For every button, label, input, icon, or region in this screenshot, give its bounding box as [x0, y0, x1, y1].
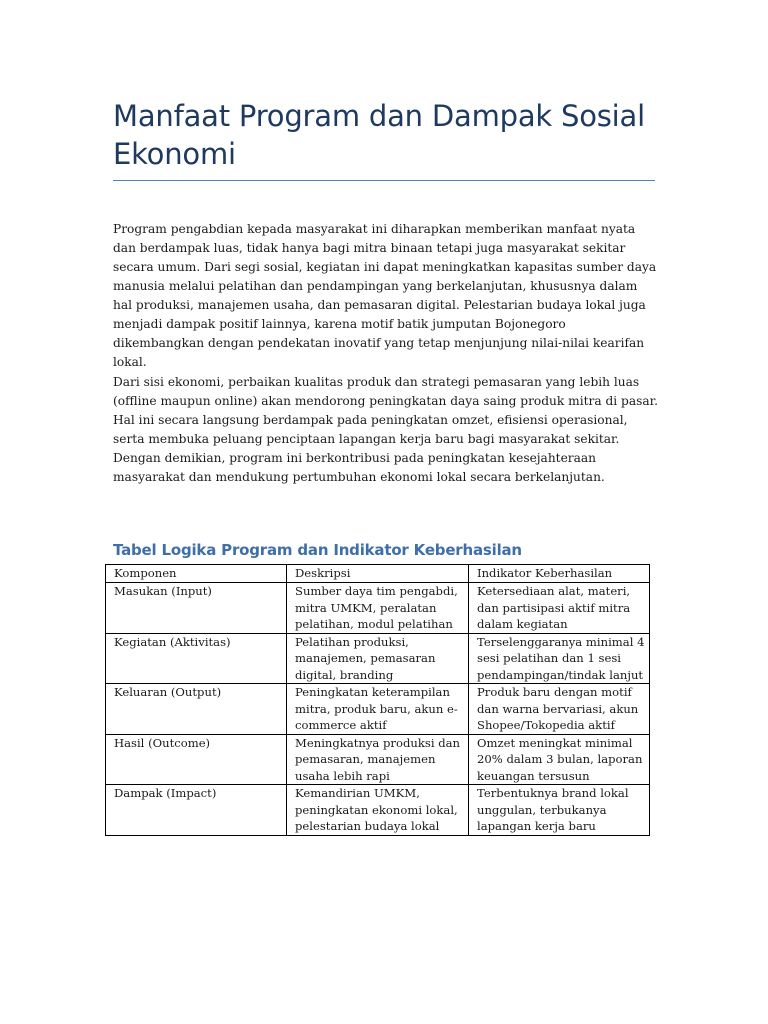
header-deskripsi: Deskripsi [287, 565, 469, 583]
table-cell-deskripsi: Peningkatan keterampilan mitra, produk baru, akun e-commerce aktif [287, 684, 469, 735]
table-row [106, 633, 650, 684]
title-underline [113, 180, 655, 181]
program-logic-table [105, 564, 650, 836]
table-cell-komponen: Keluaran (Output) [106, 684, 287, 735]
table-header-row [106, 565, 650, 583]
table-cell-komponen: Kegiatan (Aktivitas) [106, 633, 287, 684]
table-cell-indikator: Produk baru dengan motif dan warna bervariasi, akun Shopee/Tokopedia aktif [469, 684, 650, 735]
table-cell-deskripsi: Sumber daya tim pengabdi, mitra UMKM, peralatan pelatihan, modul pelatihan [287, 583, 469, 634]
table-row [106, 583, 650, 634]
table-row [106, 785, 650, 836]
table-cell-komponen: Masukan (Input) [106, 583, 287, 634]
table-cell-deskripsi: Kemandirian UMKM, peningkatan ekonomi lokal, pelestarian budaya lokal [287, 785, 469, 836]
paragraph-economic-impact: Dari sisi ekonomi, perbaikan kualitas produk dan strategi pemasaran yang lebih luas (offline maupun online) akan mendorong peningkatan daya saing produk mitra di pasar. Hal ini secara langsung berdampak pada peningkatan omzet, efisiensi operasional, serta membuka peluang penciptaan lapangan kerja baru bagi masyarakat sekitar. Dengan demikian, program ini berkontribusi pada peningkatan kesejahteraan masyarakat dan mendukung pertumbuhan ekonomi lokal secara berkelanjutan. [113, 375, 658, 484]
table-row [106, 734, 650, 785]
table-cell-deskripsi: Pelatihan produksi, manajemen, pemasaran digital, branding [287, 633, 469, 684]
table-row [106, 684, 650, 735]
page-title: Manfaat Program dan Dampak Sosial Ekonomi [113, 99, 645, 171]
table-cell-komponen: Dampak (Impact) [106, 785, 287, 836]
table-cell-komponen: Hasil (Outcome) [106, 734, 287, 785]
header-komponen: Komponen [106, 565, 287, 583]
table-cell-indikator: Ketersediaan alat, materi, dan partisipasi aktif mitra dalam kegiatan [469, 583, 650, 634]
header-indikator: Indikator Keberhasilan [469, 565, 650, 583]
table-title: Tabel Logika Program dan Indikator Keberhasilan [113, 541, 522, 559]
table-cell-indikator: Omzet meningkat minimal 20% dalam 3 bulan, laporan keuangan tersusun [469, 734, 650, 785]
table-cell-indikator: Terselenggaranya minimal 4 sesi pelatihan dan 1 sesi pendampingan/tindak lanjut [469, 633, 650, 684]
table-cell-indikator: Terbentuknya brand lokal unggulan, terbukanya lapangan kerja baru [469, 785, 650, 836]
paragraph-social-impact: Program pengabdian kepada masyarakat ini diharapkan memberikan manfaat nyata dan berdampak luas, tidak hanya bagi mitra binaan tetapi juga masyarakat sekitar secara umum. Dari segi sosial, kegiatan ini dapat meningkatkan kapasitas sumber daya manusia melalui pelatihan dan pendampingan yang berkelanjutan, khususnya dalam hal produksi, manajemen usaha, dan pemasaran digital. Pelestarian budaya lokal juga menjadi dampak positif lainnya, karena motif batik jumputan Bojonegoro dikembangkan dengan pendekatan inovatif yang tetap menjunjung nilai-nilai kearifan lokal. [113, 222, 657, 369]
table-cell-deskripsi: Meningkatnya produksi dan pemasaran, manajemen usaha lebih rapi [287, 734, 469, 785]
